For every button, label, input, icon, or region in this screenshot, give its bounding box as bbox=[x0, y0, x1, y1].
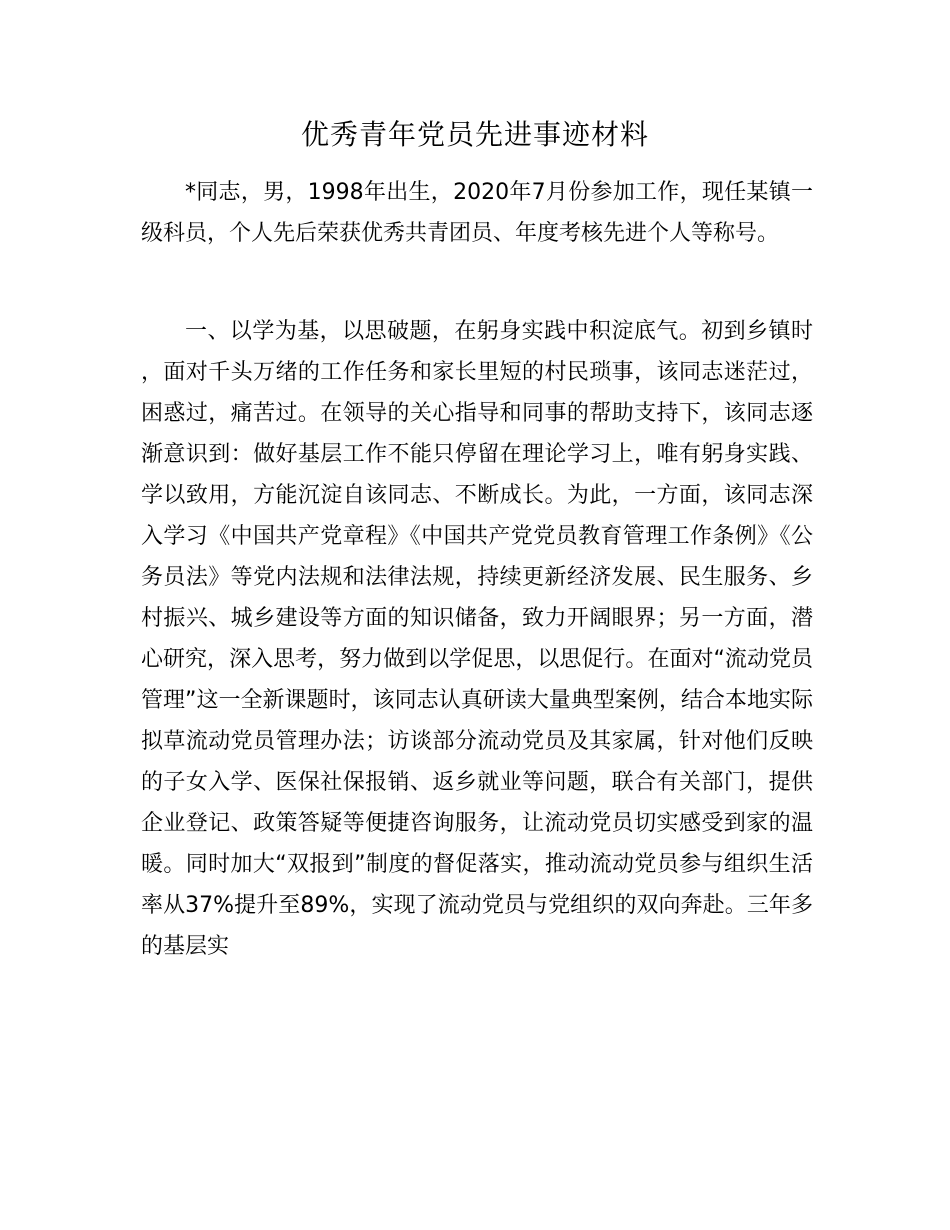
document-title: 优秀青年党员先进事迹材料 bbox=[300, 118, 649, 151]
paragraph-section-one: 一、以学为基，以思破题，在躬身实践中积淀底气。初到乡镇时，面对千头万绪的工作任务和家长里短的村民琐事，该同志迷茫过，困惑过，痛苦过。在领导的关心指导和同事的帮助支持下，该同志逐渐意识到：做好基层工作不能只停留在理论学习上，唯有躬身实践、学以致用，方能沉淀自该同志、不断成长。为此，一方面，该同志深入学习《中国共产党章程》《中国共产党党员教育管理工作条例》《公务员法》等党内法规和法律法规，持续更新经济发展、民生服务、乡村振兴、城乡建设等方面的知识储备，致力开阔眼界；另一方面，潜心研究，深入思考，努力做到以学促思，以思促行。在面对“流动党员管理”这一全新课题时，该同志认真研读大量典型案例，结合本地实际拟草流动党员管理办法；访谈部分流动党员及其家属，针对他们反映的子女入学、医保社保报销、返乡就业等问题，联合有关部门，提供企业登记、政策答疑等便捷咨询服务，让流动党员切实感受到家的温暖。同时加大“双报到”制度的督促落实，推动流动党员参与组织生活率从37%提升至89%，实现了流动党员与党组织的双向奔赴。三年多的基层实 bbox=[141, 319, 813, 959]
paragraph-intro: *同志，男，1998年出生，2020年7月份参加工作，现任某镇一级科员，个人先后荣获优秀共青团员、年度考核先进个人等称号。 bbox=[141, 180, 813, 246]
